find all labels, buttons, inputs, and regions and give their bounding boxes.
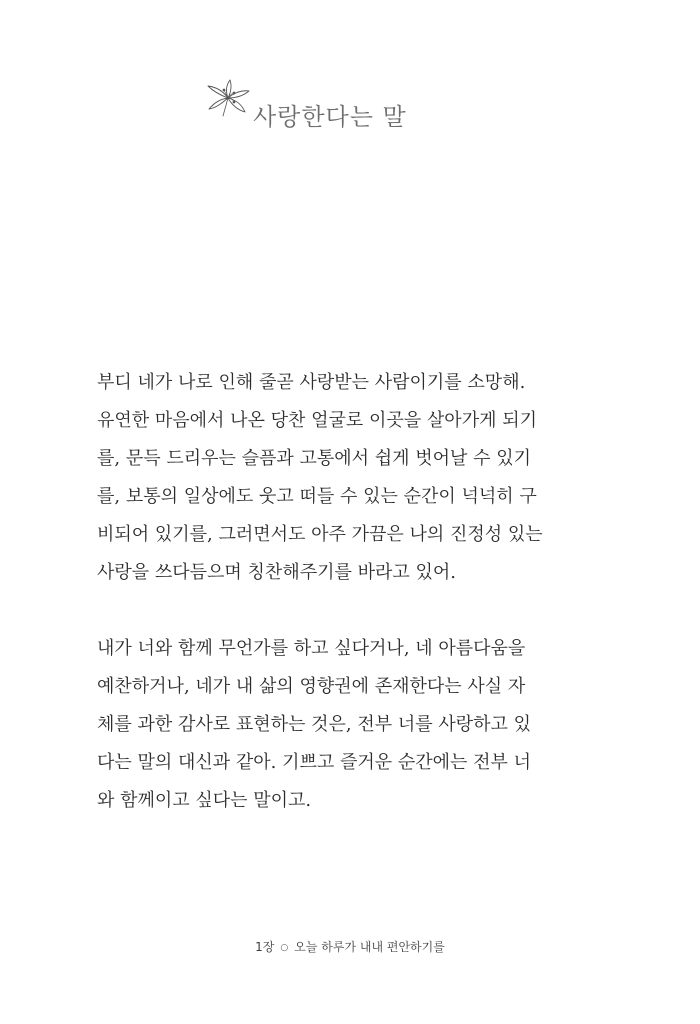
text-line: 비되어 있기를, 그러면서도 아주 가끔은 나의 진정성 있는 — [97, 524, 543, 545]
text-line: 부디 네가 나로 인해 줄곧 사랑받는 사람이기를 소망해. — [97, 372, 526, 393]
text-line: 유연한 마음에서 나온 당찬 얼굴로 이곳을 살아가게 되기 — [97, 410, 537, 431]
chapter-title: 오늘 하루가 내내 편안하기를 — [294, 940, 445, 954]
text-line: 다는 말의 대신과 같아. 기쁘고 즐거운 순간에는 전부 너 — [97, 752, 532, 773]
paragraph-2 — [97, 630, 572, 820]
body-text — [97, 364, 572, 820]
title-block — [205, 78, 465, 138]
paragraph-gap — [97, 592, 572, 630]
text-line: 내가 너와 함께 무언가를 하고 싶다거나, 네 아름다움을 — [97, 638, 526, 659]
lily-flower-icon — [205, 78, 251, 118]
text-line: 를, 보통의 일상에도 웃고 떠들 수 있는 순간이 넉넉히 구 — [97, 486, 537, 507]
text-line: 체를 과한 감사로 표현하는 것은, 전부 너를 사랑하고 있 — [97, 714, 532, 735]
text-line: 예찬하거나, 네가 내 삶의 영향권에 존재한다는 사실 자 — [97, 676, 526, 697]
page-footer — [0, 938, 700, 955]
text-line: 와 함께이고 싶다는 말이고. — [97, 790, 312, 811]
separator-icon: ○ — [280, 942, 289, 953]
page-title: 사랑한다는 말 — [253, 103, 407, 131]
text-line: 를, 문득 드리우는 슬픔과 고통에서 쉽게 벗어날 수 있기 — [97, 448, 532, 469]
chapter-number: 1장 — [255, 940, 275, 954]
text-line: 사랑을 쓰다듬으며 칭찬해주기를 바라고 있어. — [97, 562, 456, 583]
paragraph-1 — [97, 364, 572, 592]
